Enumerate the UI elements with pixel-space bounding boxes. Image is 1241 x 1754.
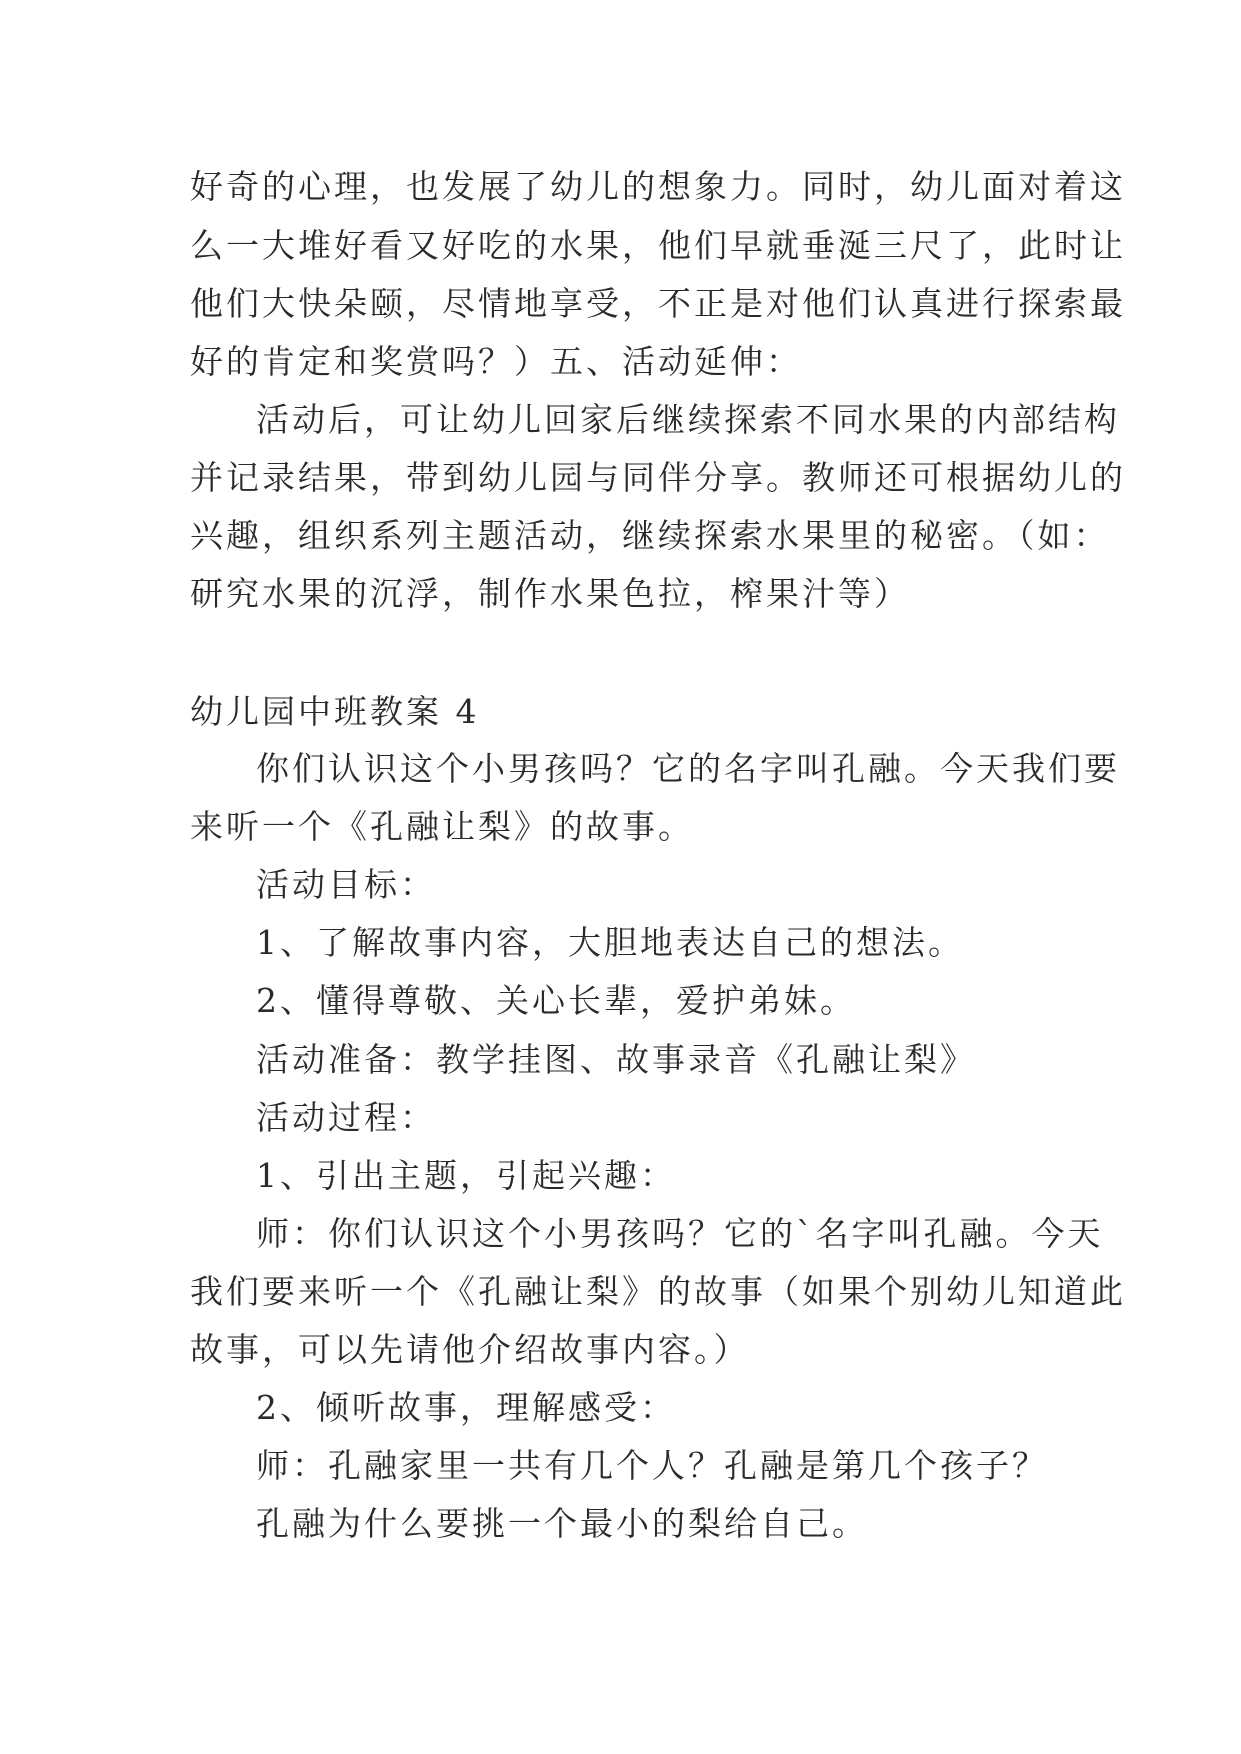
paragraph-line: 我们要来听一个《孔融让梨》的故事（如果个别幼儿知道此 <box>190 1272 1126 1311</box>
paragraph-line: 故事，可以先请他介绍故事内容。） <box>190 1330 750 1369</box>
paragraph-line: 活动目标： <box>256 865 436 904</box>
paragraph-line: 好奇的心理，也发展了幼儿的想象力。同时，幼儿面对着这 <box>190 167 1126 206</box>
paragraph-line: 兴趣，组织系列主题活动，继续探索水果里的秘密。（如： <box>190 516 1110 555</box>
paragraph-line: 孔融为什么要挑一个最小的梨给自己。 <box>256 1504 868 1543</box>
paragraph-line: 活动后，可让幼儿回家后继续探索不同水果的内部结构 <box>256 400 1120 439</box>
paragraph-line: 他们大快朵颐，尽情地享受，不正是对他们认真进行探索最 <box>190 284 1126 323</box>
paragraph-line: 1、引出主题，引起兴趣： <box>256 1156 676 1195</box>
paragraph-line: 1、了解故事内容，大胆地表达自己的想法。 <box>256 923 964 962</box>
paragraph-line: 并记录结果，带到幼儿园与同伴分享。教师还可根据幼儿的 <box>190 458 1126 497</box>
paragraph-line: 好的肯定和奖赏吗？）五、活动延伸： <box>190 342 802 381</box>
paragraph-line: 活动准备：教学挂图、故事录音《孔融让梨》 <box>256 1040 976 1079</box>
paragraph-line: 2、倾听故事，理解感受： <box>256 1388 676 1427</box>
paragraph-line: 来听一个《孔融让梨》的故事。 <box>190 807 694 846</box>
paragraph-line: 你们认识这个小男孩吗？它的名字叫孔融。今天我们要 <box>256 749 1120 788</box>
paragraph-line: 活动过程： <box>256 1098 436 1137</box>
paragraph-line: 么一大堆好看又好吃的水果，他们早就垂涎三尺了，此时让 <box>190 226 1126 265</box>
paragraph-line: 师：孔融家里一共有几个人？孔融是第几个孩子？ <box>256 1446 1048 1485</box>
paragraph-line: 师：你们认识这个小男孩吗？它的`名字叫孔融。今天 <box>256 1214 1104 1253</box>
paragraph-line: 研究水果的沉浮，制作水果色拉，榨果汁等） <box>190 574 910 613</box>
section-heading: 幼儿园中班教案 4 <box>190 692 480 731</box>
paragraph-line: 2、懂得尊敬、关心长辈，爱护弟妹。 <box>256 981 856 1020</box>
